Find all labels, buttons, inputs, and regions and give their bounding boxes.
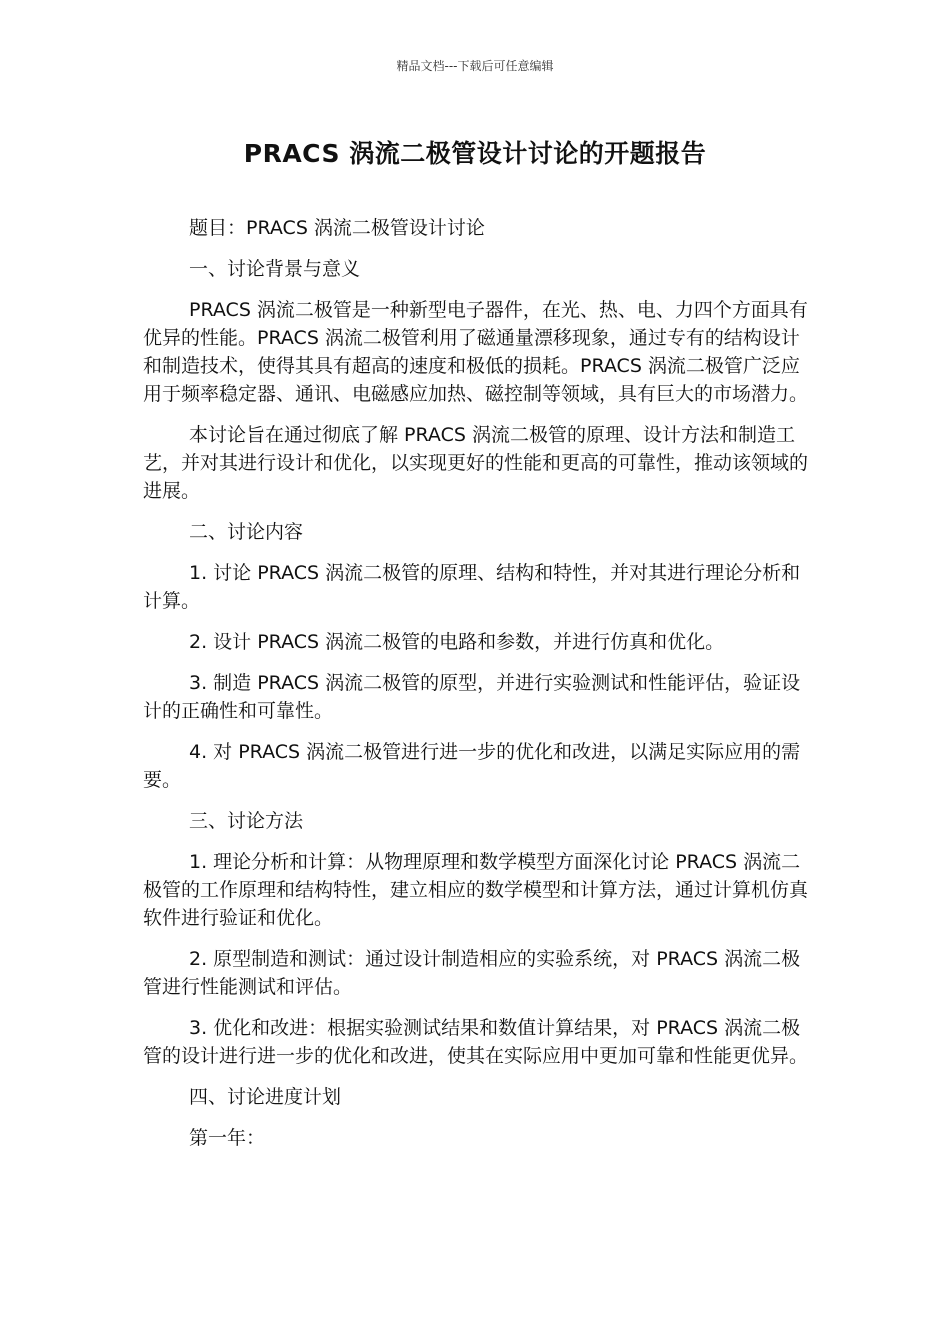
section-heading-background: 一、讨论背景与意义	[189, 258, 361, 280]
document-title: PRACS 涡流二极管设计讨论的开题报告	[243, 139, 707, 168]
method-item-3: 3. 优化和改进：根据实验测试结果和数值计算结果，对 PRACS 涡流二极管的设计进行进一步的优化和改进，使其在实际应用中更加可靠和性能更优异。	[143, 1017, 809, 1067]
method-item-1: 1. 理论分析和计算：从物理原理和数学模型方面深化讨论 PRACS 涡流二极管的工作原理和结构特性，建立相应的数学模型和计算方法，通过计算机仿真软件进行验证和优化。	[143, 851, 809, 929]
schedule-first-year: 第一年：	[189, 1127, 266, 1149]
section-heading-methods: 三、讨论方法	[189, 810, 304, 832]
page-header: 精品文档---下载后可任意编辑	[396, 59, 554, 73]
content-item-3: 3. 制造 PRACS 涡流二极管的原型，并进行实验测试和性能评估，验证设计的正确性和可靠性。	[143, 672, 801, 722]
topic-line: 题目：PRACS 涡流二极管设计讨论	[189, 217, 485, 239]
paragraph-purpose: 本讨论旨在通过彻底了解 PRACS 涡流二极管的原理、设计方法和制造工艺，并对其进行设计和优化，以实现更好的性能和更高的可靠性，推动该领域的进展。	[143, 424, 809, 502]
content-item-1: 1. 讨论 PRACS 涡流二极管的原理、结构和特性，并对其进行理论分析和计算。	[143, 562, 801, 612]
document-body	[143, 214, 808, 1165]
method-item-2: 2. 原型制造和测试：通过设计制造相应的实验系统，对 PRACS 涡流二极管进行性能测试和评估。	[143, 948, 801, 998]
paragraph-background: PRACS 涡流二极管是一种新型电子器件，在光、热、电、力四个方面具有优异的性能。PRACS 涡流二极管利用了磁通量漂移现象，通过专有的结构设计和制造技术，使得其具有超高的速度和极低的损耗。PRACS 涡流二极管广泛应用于频率稳定器、通讯、电磁感应加热、磁控制等领域，具有巨大的市场潜力。	[143, 299, 809, 405]
content-item-4: 4. 对 PRACS 涡流二极管进行进一步的优化和改进，以满足实际应用的需要。	[143, 741, 801, 791]
section-heading-content: 二、讨论内容	[189, 521, 304, 543]
section-heading-schedule: 四、讨论进度计划	[189, 1086, 342, 1108]
content-item-2: 2. 设计 PRACS 涡流二极管的电路和参数，并进行仿真和优化。	[189, 631, 725, 653]
